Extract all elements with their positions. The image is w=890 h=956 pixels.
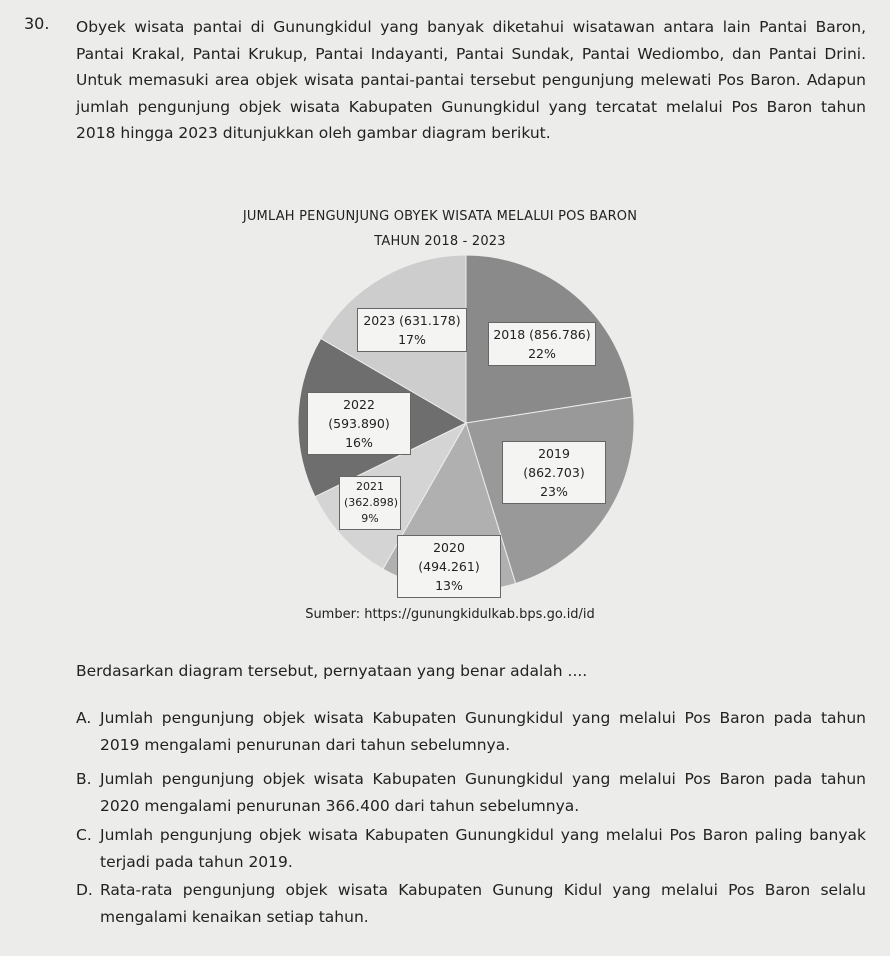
pie-label-percent: 22% [528,346,556,361]
pie-label-value: 631.178 [404,313,456,328]
pie-label-2019: 2019 (862.703) 23% [502,441,606,504]
pie-label-value: 593.890 [333,416,385,431]
chart-source: Sumber: https://gunungkidulkab.bps.go.id/id [305,607,595,622]
chart-subtitle: TAHUN 2018 - 2023 [374,234,506,249]
option-text: Jumlah pengunjung objek wisata Kabupaten Gunungkidul yang melalui Pos Baron paling banyak terjadi pada tahun 2019. [100,826,866,871]
pie-label-value: 494.261 [423,559,475,574]
option-text: Jumlah pengunjung objek wisata Kabupaten Gunungkidul yang melalui Pos Baron pada tahun 2020 mengalami penurunan 366.400 dari tahun sebelumnya. [100,770,866,815]
pie-label-year: 2018 [493,327,526,342]
pie-label-year: 2022 [343,397,375,412]
pie-label-value: 362.898 [348,496,394,509]
option-letter: A. [76,709,92,727]
pie-label-2022: 2022 (593.890) 16% [307,392,411,455]
pie-label-year: 2019 [538,446,570,461]
pie-label-percent: 16% [345,435,373,450]
pie-label-2020: 2020 (494.261) 13% [397,535,501,598]
pie-label-year: 2021 [356,480,384,493]
pie-label-2018: 2018 (856.786) 22% [488,322,596,366]
question-text: Obyek wisata pantai di Gunungkidul yang banyak diketahui wisatawan antara lain Pantai Baron, Pantai Krakal, Pantai Krukup, Pantai Indayanti, Pantai Sundak, Pantai Wediombo, dan Pantai Drini. Untuk memasuki area objek wisata pantai-pantai tersebut pengunjung melewati Pos Baron. Adapun jumlah pengunjung objek wisata Kabupaten Gunungkidul yang tercatat melalui Pos Baron tahun 2018 hingga 2023 ditunjukkan oleh gambar diagram berikut. [76,18,866,142]
pie-label-value: 856.786 [534,327,586,342]
pie-label-value: 862.703 [528,465,580,480]
pie-label-2021: 2021 (362.898) 9% [339,476,401,530]
question-prompt: Berdasarkan diagram tersebut, pernyataan yang benar adalah .... [76,662,588,680]
pie-label-percent: 17% [398,332,426,347]
pie-label-2023: 2023 (631.178) 17% [357,308,467,352]
pie-label-percent: 23% [540,484,568,499]
option-text: Rata-rata pengunjung objek wisata Kabupaten Gunung Kidul yang melalui Pos Baron selalu mengalami kenaikan setiap tahun. [100,881,866,926]
chart-title: JUMLAH PENGUNJUNG OBYEK WISATA MELALUI POS BARON [242,209,638,224]
pie-label-percent: 13% [435,578,463,593]
option-letter: D. [76,881,93,899]
option-letter: B. [76,770,92,788]
option-letter: C. [76,826,92,844]
pie-label-percent: 9% [361,512,379,525]
option-text: Jumlah pengunjung objek wisata Kabupaten Gunungkidul yang melalui Pos Baron pada tahun 2019 mengalami penurunan dari tahun sebelumnya. [100,709,866,754]
question-number: 30. [24,14,50,33]
pie-label-year: 2020 [433,540,465,555]
pie-label-year: 2023 [363,313,396,328]
